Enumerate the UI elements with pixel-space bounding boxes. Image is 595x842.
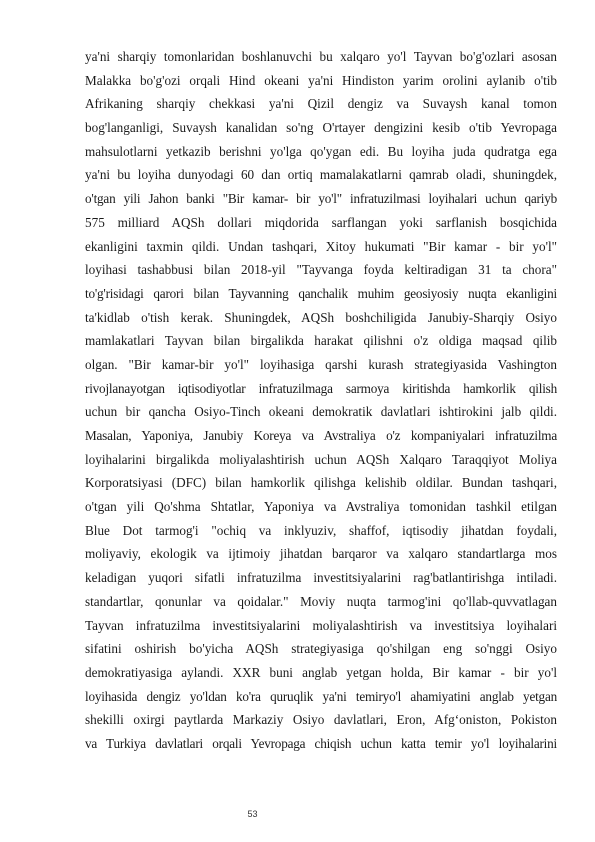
text-line: to'g'risidagi qarori bilan Tayvanning qanchalik muhim geosiyosiy nuqta ekanligini <box>85 285 557 301</box>
text-line: ta'kidlab o'tish kerak. Shuningdek, AQSh boshchiligida Janubiy-Sharqiy Osiyo <box>85 309 557 325</box>
text-line: keladigan yuqori sifatli infratuzilma investitsiyalarini rag'batlantirishga intiladi. <box>85 570 557 586</box>
text-line: moliyaviy, ekologik va ijtimoiy jihatdan barqaror va xalqaro standartlarga mos <box>85 546 557 562</box>
text-line: ya'ni bu loyiha dunyodagi 60 dan ortiq mamalakatlarni qamrab oladi, shuningdek, <box>85 167 557 183</box>
text-line: va Turkiya davlatlari orqali Yevropaga chiqish uchun katta temir yo'l loyihalarini <box>85 735 557 751</box>
text-line: ya'ni sharqiy tomonlaridan boshlanuvchi bu xalqaro yo'l Tayvan bo'g'ozlari asosan <box>85 49 557 64</box>
text-line: uchun bir qancha Osiyo-Tinch okeani demokratik davlatlari ishtirokini jalb qildi. <box>85 404 557 420</box>
text-line: rivojlanayotgan iqtisodiyotlar infratuzilmaga sarmoya kiritishda hamkorlik qilish <box>85 380 557 396</box>
text-line: loyihasida dengiz yo'ldan ko'ra quruqlik ya'ni temiryo'l ahamiyatini anglab yetgan <box>85 688 557 704</box>
text-line: loyihasi tashabbusi bilan 2018-yil "Tayvanga foyda keltiradigan 31 ta chora" <box>85 262 557 278</box>
body-paragraph <box>85 45 557 756</box>
text-line: Malakka bo'g'ozi orqali Hind okeani ya'ni Hindiston yarim orolini aylanib o'tib <box>85 72 557 88</box>
text-line: demokratiyasiga aylandi. XXR buni anglab yetgan holda, Bir kamar - bir yo'l <box>85 664 557 680</box>
text-line: shekilli oxirgi paytlarda Markaziy Osiyo davlatlari, Eron, Afg‘oniston, Pokiston <box>85 712 557 728</box>
text-line: sifatini oshirish bo'yicha AQSh strategiyasiga qo'shilgan eng so'nggi Osiyo <box>85 641 557 657</box>
text-line: Masalan, Yaponiya, Janubiy Koreya va Avstraliya o'z kompaniyalari infratuzilma <box>85 428 557 443</box>
text-line: o'tgan yili Jahon banki "Bir kamar- bir yo'l" infratuzilmasi loyihalari uchun qariyb <box>85 191 557 207</box>
text-line: mahsulotlarni yetkazib berishni yo'lga qo'ygan edi. Bu loyiha juda qudratga ega <box>85 143 557 159</box>
text-line: olgan. "Bir kamar-bir yo'l" loyihasiga qarshi kurash strategiyasida Vashington <box>85 356 557 372</box>
text-line: Blue Dot tarmog'i "ochiq va inklyuziv, shaffof, iqtisodiy jihatdan foydali, <box>85 522 557 538</box>
text-line: bog'langanligi, Suvaysh kanalidan so'ng O'rtayer dengizini kesib o'tib Yevropaga <box>85 120 557 136</box>
text-line: standartlar, qonunlar va qoidalar." Moviy nuqta tarmog'ini qo'llab-quvvatlagan <box>85 593 557 609</box>
text-line: Korporatsiyasi (DFC) bilan hamkorlik qilishga kelishib oldilar. Bundan tashqari, <box>85 475 557 491</box>
text-line: ekanligini taxmin qildi. Undan tashqari, Xitoy hukumati "Bir kamar - bir yo'l" <box>85 238 557 254</box>
text-line: Tayvan infratuzilma investitsiyalarini moliyalashtirish va investitsiya loyihalari <box>85 617 557 633</box>
text-line: 575 milliard AQSh dollari miqdorida sarflangan yoki sarflanish bosqichida <box>85 214 557 230</box>
text-line: mamlakatlari Tayvan bilan birgalikda harakat qilishni o'z oldiga maqsad qilib <box>85 333 557 349</box>
text-line: Afrikaning sharqiy chekkasi ya'ni Qizil dengiz va Suvaysh kanal tomon <box>85 96 557 112</box>
text-line: o'tgan yili Qo'shma Shtatlar, Yaponiya va Avstraliya tomonidan tashkil etilgan <box>85 499 557 515</box>
text-line: loyihalarini birgalikda moliyalashtirish uchun AQSh Xalqaro Taraqqiyot Moliya <box>85 451 557 467</box>
page-number: 53 <box>247 809 258 819</box>
